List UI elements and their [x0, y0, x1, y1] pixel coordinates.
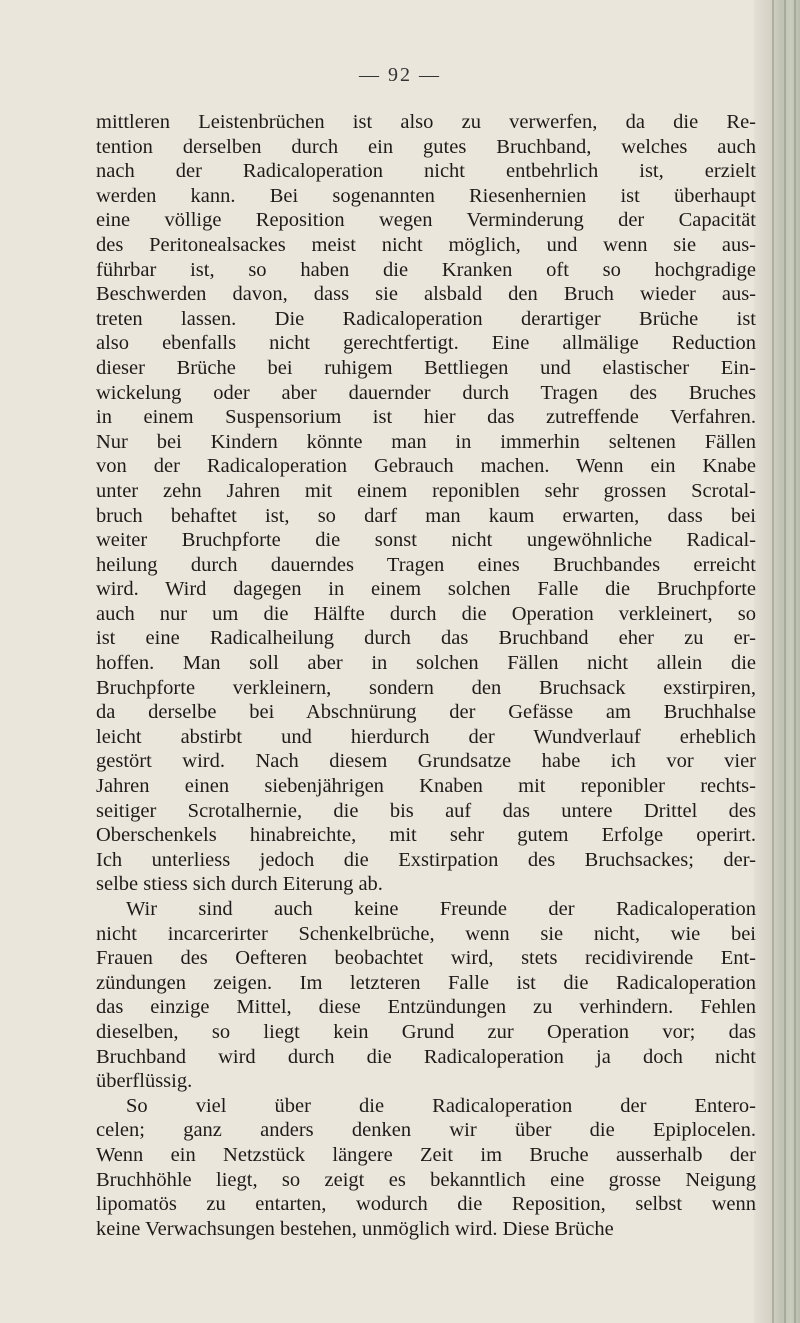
text-line: keine Verwachsungen bestehen, unmöglich wird. Diese Brüche [96, 1217, 614, 1240]
body-text [96, 110, 756, 1241]
text-line: lipomatös zu entarten, wodurch die Reposition, selbst wenn [96, 1193, 756, 1216]
text-line: gestört wird. Nach diesem Grundsatze habe ich vor vier [96, 750, 756, 773]
edge-line [772, 0, 774, 1323]
text-line: auch nur um die Hälfte durch die Operation verkleinert, so [96, 602, 756, 625]
text-line: tention derselben durch ein gutes Bruchband, welches auch [96, 135, 756, 158]
text-line: das einzige Mittel, diese Entzündungen zu verhindern. Fehlen [96, 996, 756, 1019]
text-line: zündungen zeigen. Im letzteren Falle ist die Radicaloperation [96, 971, 756, 994]
text-line: von der Radicaloperation Gebrauch machen. Wenn ein Knabe [96, 455, 756, 478]
paragraph [96, 110, 756, 897]
text-line: Jahren einen siebenjährigen Knaben mit reponibler rechts- [96, 775, 756, 798]
text-line: selbe stiess sich durch Eiterung ab. [96, 873, 383, 896]
text-line: Bruchpforte verkleinern, sondern den Bruchsack exstirpiren, [96, 676, 756, 699]
text-line: wird. Wird dagegen in einem solchen Falle die Bruchpforte [96, 578, 756, 601]
text-line: wickelung oder aber dauernder durch Tragen des Bruches [96, 381, 756, 404]
text-line: hoffen. Man soll aber in solchen Fällen nicht allein die [96, 652, 756, 675]
text-line: seitiger Scrotalhernie, die bis auf das untere Drittel des [96, 799, 756, 822]
text-line: Oberschenkels hinabreichte, mit sehr gutem Erfolge operirt. [96, 824, 756, 847]
text-line: Ich unterliess jedoch die Exstirpation des Bruchsackes; der- [96, 848, 756, 871]
text-line: leicht abstirbt und hierdurch der Wundverlauf erheblich [96, 725, 756, 748]
text-line: ist eine Radicalheilung durch das Bruchband eher zu er- [96, 627, 756, 650]
text-line: dieser Brüche bei ruhigem Bettliegen und elastischer Ein- [96, 356, 756, 379]
text-line: Wir sind auch keine Freunde der Radicaloperation [126, 898, 756, 920]
edge-line [794, 0, 796, 1323]
text-line: nach der Radicaloperation nicht entbehrlich ist, erzielt [96, 160, 756, 183]
text-line: celen; ganz anders denken wir über die Epiplocelen. [96, 1119, 756, 1142]
text-line: unter zehn Jahren mit einem reponiblen sehr grossen Scrotal- [96, 479, 756, 502]
text-line: Bruchband wird durch die Radicaloperation ja doch nicht [96, 1045, 756, 1068]
text-line: So viel über die Radicaloperation der Entero- [126, 1094, 756, 1117]
text-line: Bruchhöhle liegt, so zeigt es bekanntlich eine grosse Neigung [96, 1168, 756, 1191]
text-line: weiter Bruchpforte die sonst nicht ungewöhnliche Radical- [96, 529, 756, 552]
text-line: also ebenfalls nicht gerechtfertigt. Eine allmälige Reduction [96, 332, 756, 355]
text-line: eine völlige Reposition wegen Verminderung der Capacität [96, 209, 756, 232]
page-number: — 92 — [359, 64, 441, 86]
text-line: da derselbe bei Abschnürung der Gefässe am Bruchhalse [96, 701, 756, 724]
text-line: nicht incarcerirter Schenkelbrüche, wenn sie nicht, wie bei [96, 922, 756, 945]
page-binding-edge [754, 0, 800, 1323]
text-line: mittleren Leistenbrüchen ist also zu verwerfen, da die Re- [96, 111, 756, 133]
text-line: treten lassen. Die Radicaloperation derartiger Brüche ist [96, 307, 756, 330]
text-line: des Peritonealsackes meist nicht möglich, und wenn sie aus- [96, 233, 756, 256]
paragraph [96, 1094, 756, 1242]
text-line: Frauen des Oefteren beobachtet wird, stets recidivirende Ent- [96, 947, 756, 970]
text-line: werden kann. Bei sogenannten Riesenhernien ist überhaupt [96, 184, 756, 207]
text-line: Nur bei Kindern könnte man in immerhin seltenen Fällen [96, 430, 756, 453]
text-line: dieselben, so liegt kein Grund zur Operation vor; das [96, 1020, 756, 1043]
text-line: Beschwerden davon, dass sie alsbald den Bruch wieder aus- [96, 283, 756, 306]
edge-line [784, 0, 786, 1323]
text-line: heilung durch dauerndes Tragen eines Bruchbandes erreicht [96, 553, 756, 576]
text-line: bruch behaftet ist, so darf man kaum erwarten, dass bei [96, 504, 756, 527]
text-line: in einem Suspensorium ist hier das zutreffende Verfahren. [96, 406, 756, 429]
text-line: führbar ist, so haben die Kranken oft so hochgradige [96, 258, 756, 281]
paragraph [96, 897, 756, 1094]
text-line: überflüssig. [96, 1070, 193, 1093]
text-line: Wenn ein Netzstück längere Zeit im Bruche ausserhalb der [96, 1143, 756, 1166]
